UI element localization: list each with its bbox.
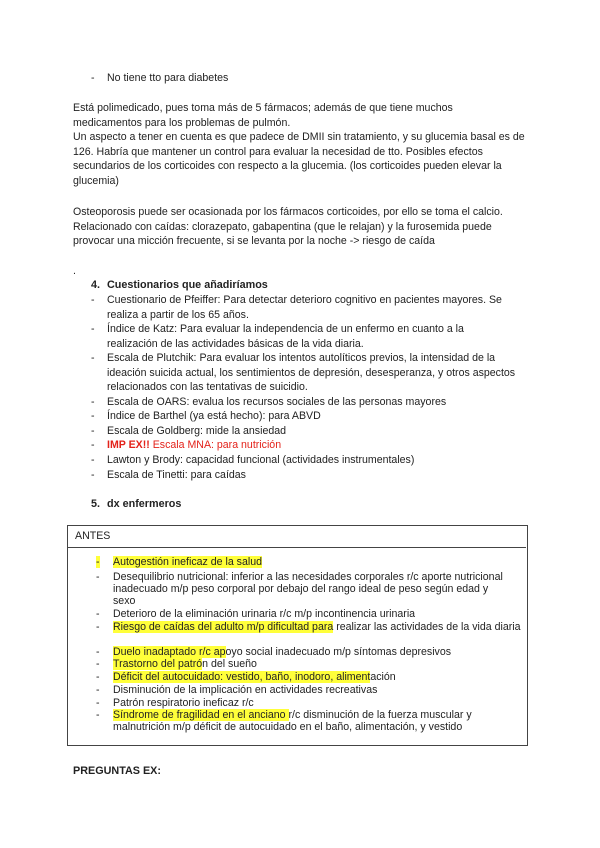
mna-text: Escala MNA: para nutrición (149, 439, 282, 451)
questionnaire-plutchik: Escala de Plutchik: Para evaluar los intentos autolíticos previos, la intensidad de la ideación suicida actual, los sentimientos de depresión, desesperanza, y otros aspectos relacionados con las tentativas de suicidio. (107, 352, 516, 394)
dx-item: Autogestión ineficaz de la salud (113, 556, 263, 568)
bullet-dash: - (91, 396, 95, 408)
bullet-dash: - (96, 571, 100, 583)
bullet-dash: - (91, 425, 95, 437)
bullet-dash: - (96, 646, 100, 658)
table-header-label: ANTES (75, 530, 111, 542)
bullet-dash: - (91, 352, 95, 364)
bullet-dash: - (91, 439, 95, 451)
bullet-dash: - (91, 72, 95, 84)
bullet-dash: - (96, 621, 100, 633)
dx-item: Déficit del autocuidado: vestido, baño, inodoro, alimentación (113, 671, 396, 683)
paragraph-polimedicado: Está polimedicado, pues toma más de 5 fármacos; además de que tiene muchos medicamentos para los problemas de pulmón. (73, 102, 453, 129)
dx-item: Riesgo de caídas del adulto m/p dificultad para realizar las actividades de la vida diaria (113, 621, 521, 633)
section-4-title: Cuestionarios que añadiríamos (107, 279, 268, 291)
questionnaire-katz: Índice de Katz: Para evaluar la independencia de un enfermo en cuanto a la realización de las actividades básicas de la vida diaria. (107, 323, 464, 350)
bullet-dash: - (96, 671, 100, 683)
top-item: No tiene tto para diabetes (107, 72, 229, 84)
imp-ex-label: IMP EX!! (107, 439, 150, 451)
bullet-dash: - (91, 469, 95, 481)
questionnaire-barthel: Índice de Barthel (ya está hecho): para ABVD (107, 410, 321, 422)
questionnaire-pfeiffer: Cuestionario de Pfeiffer: Para detectar deterioro cognitivo en pacientes mayores. Se realiza a partir de los 65 años. (107, 294, 502, 321)
dx-item: Desequilibrio nutricional: inferior a las necesidades corporales r/c aporte nutricional inadecuado m/p peso corporal por debajo del rango ideal de peso según edad y sexo (113, 571, 503, 608)
section-5-title: dx enfermeros (107, 498, 182, 510)
dx-item: Deterioro de la eliminación urinaria r/c m/p incontinencia urinaria (113, 608, 416, 620)
section-5-number: 5. (91, 498, 101, 510)
stray-dot: . (73, 265, 76, 277)
questionnaire-mna (107, 438, 525, 453)
dx-item: Patrón respiratorio ineficaz r/c (113, 697, 254, 709)
bullet-dash: - (96, 684, 100, 696)
table-header (67, 525, 526, 548)
bullet-dash: - (96, 556, 100, 568)
dx-item: Síndrome de fragilidad en el anciano r/c disminución de la fuerza muscular y malnutrición m/p déficit de autocuidado en el baño, alimentación, y vestido (113, 709, 472, 734)
paragraph-diabetes: Un aspecto a tener en cuenta es que padece de DMII sin tratamiento, y su glucemia basal es de 126. Habría que mantener un control para evaluar la necesidad de tto. Posibles efectos secundarios de los corticoides con respecto a la glucemia. (los corticoides pueden elevar la glucemia) (73, 131, 525, 187)
bullet-dash: - (91, 323, 95, 335)
bullet-dash: - (91, 454, 95, 466)
paragraph-osteoporosis: Osteoporosis puede ser ocasionada por los fármacos corticoides, por ello se toma el calcio. Relacionado con caídas: clorazepato, gabapentina (que le relajan) y la furosemida puede provocar una micción frecuente, si se levanta por la noche -> riesgo de caída (73, 206, 503, 248)
bullet-dash: - (96, 709, 100, 721)
dx-item: Duelo inadaptado r/c apoyo social inadecuado m/p síntomas depresivos (113, 646, 452, 658)
bullet-dash: - (91, 294, 95, 306)
questions-heading: PREGUNTAS EX: (73, 765, 161, 777)
questionnaire-tinetti: Escala de Tinetti: para caídas (107, 469, 246, 481)
bullet-dash: - (96, 658, 100, 670)
dx-item: Disminución de la implicación en actividades recreativas (113, 684, 378, 696)
questionnaire-lawton: Lawton y Brody: capacidad funcional (actividades instrumentales) (107, 454, 415, 466)
questionnaire-oars: Escala de OARS: evalua los recursos sociales de las personas mayores (107, 396, 447, 408)
section-4-number: 4. (91, 279, 101, 291)
dx-item: Trastorno del patrón del sueño (113, 658, 257, 670)
bullet-dash: - (96, 608, 100, 620)
questionnaire-goldberg: Escala de Goldberg: mide la ansiedad (107, 425, 287, 437)
bullet-dash: - (91, 410, 95, 422)
bullet-dash: - (96, 697, 100, 709)
